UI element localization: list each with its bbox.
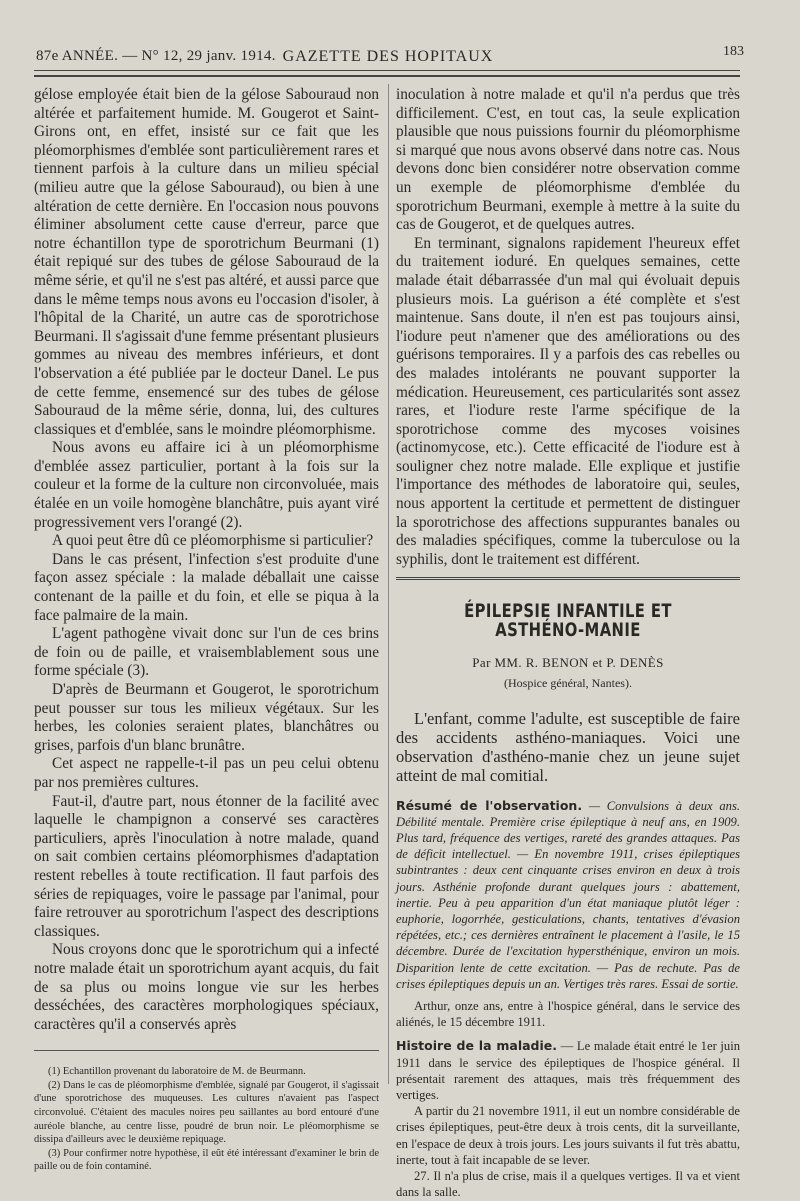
right-column: [396, 86, 740, 1201]
paragraph: gélose employée était bien de la gélose Sabouraud non altérée et parfaitement humide. M. Gougerot et Saint-Girons ont, en effet, insisté sur ce fait que les pléomorphismes d'emblée sont particulièrement rares et tiennent parfois à la culture dans un milieu spécial (milieu autre que la gélose Sabouraud), ou bien à une altération de cette dernière. En l'occasion nous pouvons éliminer absolument cette cause d'erreur, parce que notre échantillon type de sporotrichum Beurmani (1) était repiqué sur des tubes de gélose Sabouraud de la même série, et qu'il ne s'est pas altéré, et aussi parce que dans le même temps nous avons eu l'occasion d'isoler, à l'hôpital de la Charité, un autre cas de sporotrichose Beurmani. Il s'agissait d'une femme présentant plusieurs gommes au niveau des membres inférieurs, et dont l'observation a été publiée par le docteur Danel. Le pus de cette femme, ensemencé sur des tubes de gélose Sabouraud de la même série, donna, lui, des cultures classiques et d'emblée, sans le moindre pléomorphisme.: [34, 86, 379, 438]
arthur-paragraph: Arthur, onze ans, entre à l'hospice général, dans le service des aliénés, le 15 décembre 1911.: [396, 999, 740, 1030]
paragraph: Nous croyons donc que le sporotrichum qui a infecté notre malade était un sporotrichum ayant acquis, du fait de sa plus ou moins longue vie sur les herbes desséchées, des caractères morphologiques spéciaux, caractères qu'il a conservés après: [34, 941, 379, 1033]
history-text: — Le malade était entré le 1er juin 1911 dans le service des épileptiques de l'hospice général. Il présentait rarement des attaques, mais très fréquemment des vertiges.: [396, 1039, 740, 1103]
history-heading: Histoire de la maladie.: [396, 1038, 557, 1054]
section-rule: [396, 577, 740, 580]
summary-paragraph: [396, 798, 740, 992]
footnote-rule: [34, 1050, 379, 1051]
article-body: [396, 798, 740, 1201]
paragraph: Dans le cas présent, l'infection s'est produite d'une façon assez spéciale : la malade déballait une caisse contenant de la paille et du foin, et elle se piqua à la face palmaire de la main.: [34, 550, 379, 624]
paragraph: inoculation à notre malade et qu'il n'a perdus que très difficilement. C'est, en tout cas, la seule explication plausible que nous puissions fournir du pléomorphisme si marqué que nous avons observé dans notre cas. Nous devons donc bien considérer notre observation comme un exemple de pléomorphisme d'emblée du sporotrichum Beurmani, exemple à mettre à la suite du cas de Gougerot, et de quelques autres.: [396, 86, 740, 234]
footnotes: [34, 1065, 379, 1174]
header-rule: [34, 70, 740, 71]
page-number: 183: [723, 44, 744, 59]
paragraph: A quoi peut être dû ce pléomorphisme si particulier?: [52, 532, 374, 550]
november-paragraph: A partir du 21 novembre 1911, il eut un nombre considérable de crises épileptiques, peut-être deux à trois cents, dit la surveillante, en l'espace de deux à trois jours. Les jours suivants il fut très abattu, inerte, tout à fait incapable de se lever.: [396, 1104, 740, 1167]
summary-heading: Résumé de l'observation.: [396, 797, 583, 813]
history-paragraph: [396, 1038, 740, 1103]
paragraph: Faut-il, d'autre part, nous étonner de la facilité avec laquelle le champignon a conservé ses caractères particuliers, après l'inoculation à notre malade, quand on sait combien certains pléomorphismes d'adaptation restent rebelles à toute rectification. Il faut parfois des séries de repiquages, voire le passage par l'animal, pour faire retrouver au sporotrichum l'aspect des descriptions classiques.: [34, 792, 379, 940]
last-paragraph: 27. Il n'a plus de crise, mais il a quelques vertiges. Il va et vient dans la salle.: [396, 1169, 740, 1200]
column-divider: [388, 84, 389, 1084]
article-affiliation: (Hospice général, Nantes).: [504, 676, 632, 691]
footnote: (2) Dans le cas de pléomorphisme d'emblée, signalé par Gougerot, il s'agissait d'une sporotrichose des muqueuses. Les cultures n'avaient pas l'aspect circonvolué. C'étaient des macules noires peu saillantes au bord entouré d'une auréole blanche, au centre lisse, poudré de brun noir. Le pléomorphisme se dissipa d'ailleurs avec le deuxième repiquage.: [34, 1079, 379, 1146]
paragraph: D'après de Beurmann et Gougerot, le sporotrichum peut pousser sur tous les milieux végétaux. Sur les herbes, les colonies seraient plates, blanchâtres ou grises, parfois d'un blanc brunâtre.: [34, 681, 379, 754]
paragraph: L'agent pathogène vivait donc sur l'un de ces brins de foin ou de paille, et vraisemblablement sous une forme spéciale (3).: [34, 625, 379, 680]
article-title: ÉPILEPSIE INFANTILE ET ASTHÉNO-MANIE: [464, 600, 672, 642]
paragraph: Nous avons eu affaire ici à un pléomorphisme d'emblée assez particulier, portant à la fois sur la couleur et la forme de la culture non circonvoluée, mais étalée en un voile homogène blanchâtre, puis ayant viré progressivement vers l'orangé (2).: [34, 439, 379, 531]
issue-info: 87e ANNÉE. — N° 12, 29 janv. 1914.: [36, 48, 276, 64]
footnote: (3) Pour confirmer notre hypothèse, il eût été intéressant d'examiner le brin de paille ou de foin contaminé.: [34, 1147, 379, 1173]
paragraph: Cet aspect ne rappelle-t-il pas un peu celui obtenu par nos premières cultures.: [34, 755, 379, 791]
paragraph: En terminant, signalons rapidement l'heureux effet du traitement ioduré. En quelques semaines, cette malade était débarrassée d'un mal qui évoluait depuis plusieurs mois. La guérison a été complète et s'est maintenue. Sans doute, il n'en est pas toujours ainsi, l'iodure peut n'amener que des améliorations ou des guérisons temporaires. Il y a parfois des cas rebelles ou des malades intolérants ne pouvant supporter la médication. Heureusement, ces particularités sont assez rares, et l'iodure reste l'arme spécifique de la sporotrichose comme des mycoses voisines (actinomycose, etc.). Cette efficacité de l'iodure est à souligner chez notre malade. Elle explique et justifie l'importance des méthodes de laboratoire qui, seules, nous apportent la certitude et permettent de distinguer la sporotrichose des affections suppurantes banales ou des maladies spécifiques, comme la tuberculose ou la syphilis, dont le traitement est différent.: [396, 234, 740, 568]
journal-title: GAZETTE DES HOPITAUX: [282, 48, 494, 65]
left-column: [34, 86, 379, 1174]
summary-text: — Convulsions à deux ans. Débilité mentale. Première crise épileptique à neuf ans, en 1909. Plus tard, fréquence des vertiges, rareté des grandes attaques. Pas de déficit intellectuel. — En novembre 1911, crises épileptiques subintrantes : deux cent cinquante crises environ en deux à trois jours. Asthénie profonde durant quelques jours : abattement, inertie. Peu à peu apparition d'un état maniaque plutôt léger : euphorie, logorrhée, gesticulations, chants, tentatives d'évasion répétées, etc.; ces dernières entraînent le placement à l'asile, le 15 décembre. Durée de l'excitation hypersthénique, environ un mois. Disparition lente de cette excitation. — Pas de rechute. Pas de crises épileptiques depuis un an. Vertiges très rares. Essai de sortie.: [396, 798, 740, 991]
article-intro: L'enfant, comme l'adulte, est susceptible de faire des accidents asthéno-maniaques. Voici une observation d'asthéno-manie chez un jeune sujet atteint de mal comitial.: [396, 708, 740, 786]
header-rule-thick: [34, 75, 740, 77]
running-header: [28, 44, 748, 68]
article-byline: Par MM. R. BENON et P. DENÈS: [472, 654, 664, 670]
footnote: (1) Echantillon provenant du laboratoire de M. de Beurmann.: [48, 1066, 306, 1078]
